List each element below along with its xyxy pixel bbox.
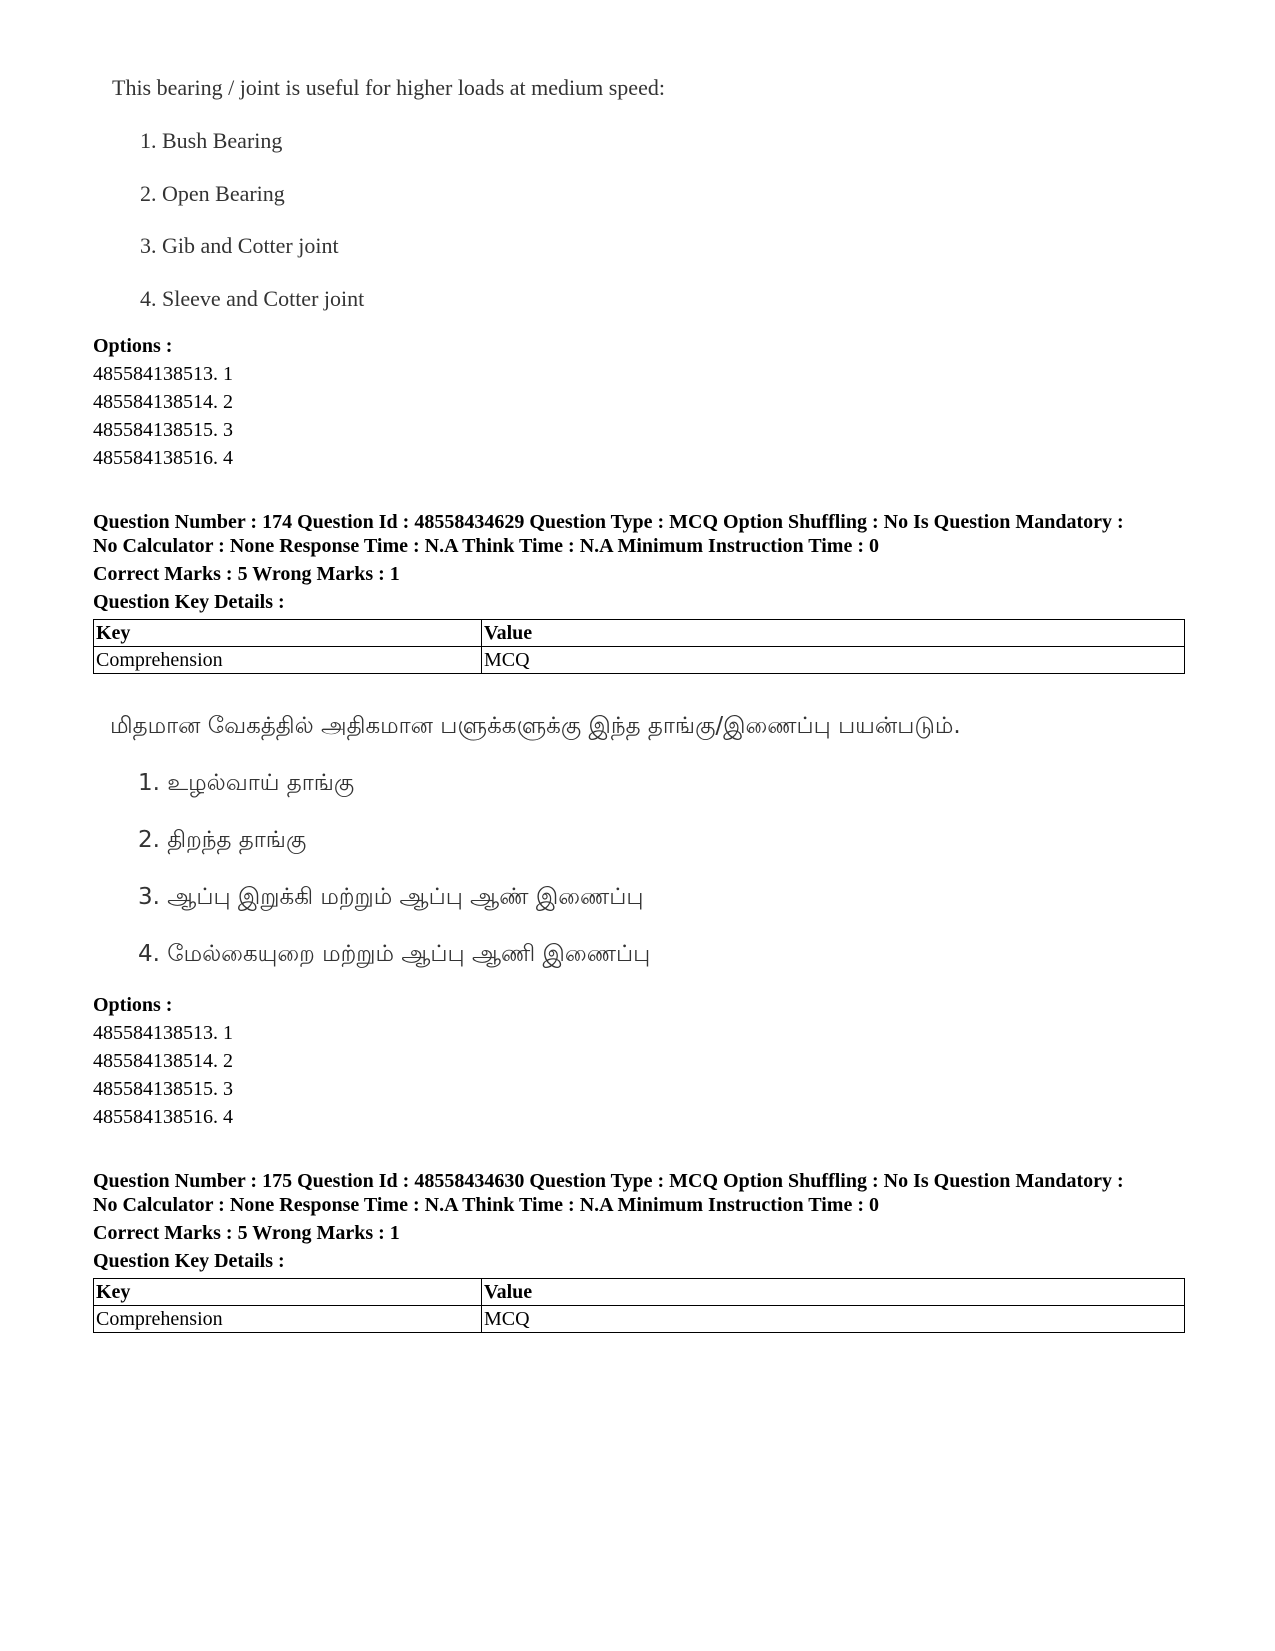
- table-row: [94, 1306, 1185, 1333]
- option-line: 485584138516. 4: [93, 447, 233, 469]
- table-header-key: Key: [94, 620, 482, 647]
- table-cell-value: MCQ: [482, 1306, 1185, 1333]
- options-label: Options :: [93, 335, 173, 357]
- question-key-table: [93, 619, 1185, 674]
- table-header-value: Value: [482, 1279, 1185, 1306]
- table-header-row: [94, 620, 1185, 647]
- table-header-row: [94, 1279, 1185, 1306]
- option-line: 485584138515. 3: [93, 419, 233, 441]
- table-header-key: Key: [94, 1279, 482, 1306]
- option-line: 485584138515. 3: [93, 1078, 233, 1100]
- answer-item-4: 4. Sleeve and Cotter joint: [140, 286, 365, 311]
- option-line: 485584138513. 1: [93, 1022, 233, 1044]
- question-key-table: [93, 1278, 1185, 1333]
- table-cell-key: Comprehension: [94, 647, 482, 674]
- marks-line: Correct Marks : 5 Wrong Marks : 1: [93, 563, 400, 585]
- question-meta-line-2: No Calculator : None Response Time : N.A Think Time : N.A Minimum Instruction Time : 0: [93, 535, 879, 557]
- option-line: 485584138516. 4: [93, 1106, 233, 1128]
- question-stem-tamil: மிதமான வேகத்தில் அதிகமான பளுக்களுக்கு இந்த தாங்கு/இணைப்பு பயன்படும்.: [110, 713, 961, 739]
- answer-item-1: 1. Bush Bearing: [140, 128, 283, 153]
- option-line: 485584138514. 2: [93, 391, 233, 413]
- answer-item-4: 4. மேல்கையுறை மற்றும் ஆப்பு ஆணி இணைப்பு: [138, 941, 651, 967]
- key-details-label: Question Key Details :: [93, 1250, 285, 1272]
- option-line: 485584138514. 2: [93, 1050, 233, 1072]
- question-meta-line-1: Question Number : 174 Question Id : 48558434629 Question Type : MCQ Option Shuffling : No Is Question Mandatory :: [93, 511, 1124, 533]
- answer-item-3: 3. Gib and Cotter joint: [140, 233, 339, 258]
- table-cell-key: Comprehension: [94, 1306, 482, 1333]
- table-cell-value: MCQ: [482, 647, 1185, 674]
- question-meta-line-1: Question Number : 175 Question Id : 48558434630 Question Type : MCQ Option Shuffling : No Is Question Mandatory :: [93, 1170, 1124, 1192]
- option-line: 485584138513. 1: [93, 363, 233, 385]
- question-stem-english: This bearing / joint is useful for higher loads at medium speed:: [112, 75, 665, 100]
- answer-item-2: 2. திறந்த தாங்கு: [138, 827, 307, 853]
- answer-item-3: 3. ஆப்பு இறுக்கி மற்றும் ஆப்பு ஆண் இணைப்பு: [138, 884, 644, 910]
- table-row: [94, 647, 1185, 674]
- table-header-value: Value: [482, 620, 1185, 647]
- answer-item-1: 1. உழல்வாய் தாங்கு: [138, 770, 355, 796]
- marks-line: Correct Marks : 5 Wrong Marks : 1: [93, 1222, 400, 1244]
- key-details-label: Question Key Details :: [93, 591, 285, 613]
- question-meta-line-2: No Calculator : None Response Time : N.A Think Time : N.A Minimum Instruction Time : 0: [93, 1194, 879, 1216]
- options-label: Options :: [93, 994, 173, 1016]
- answer-item-2: 2. Open Bearing: [140, 181, 285, 206]
